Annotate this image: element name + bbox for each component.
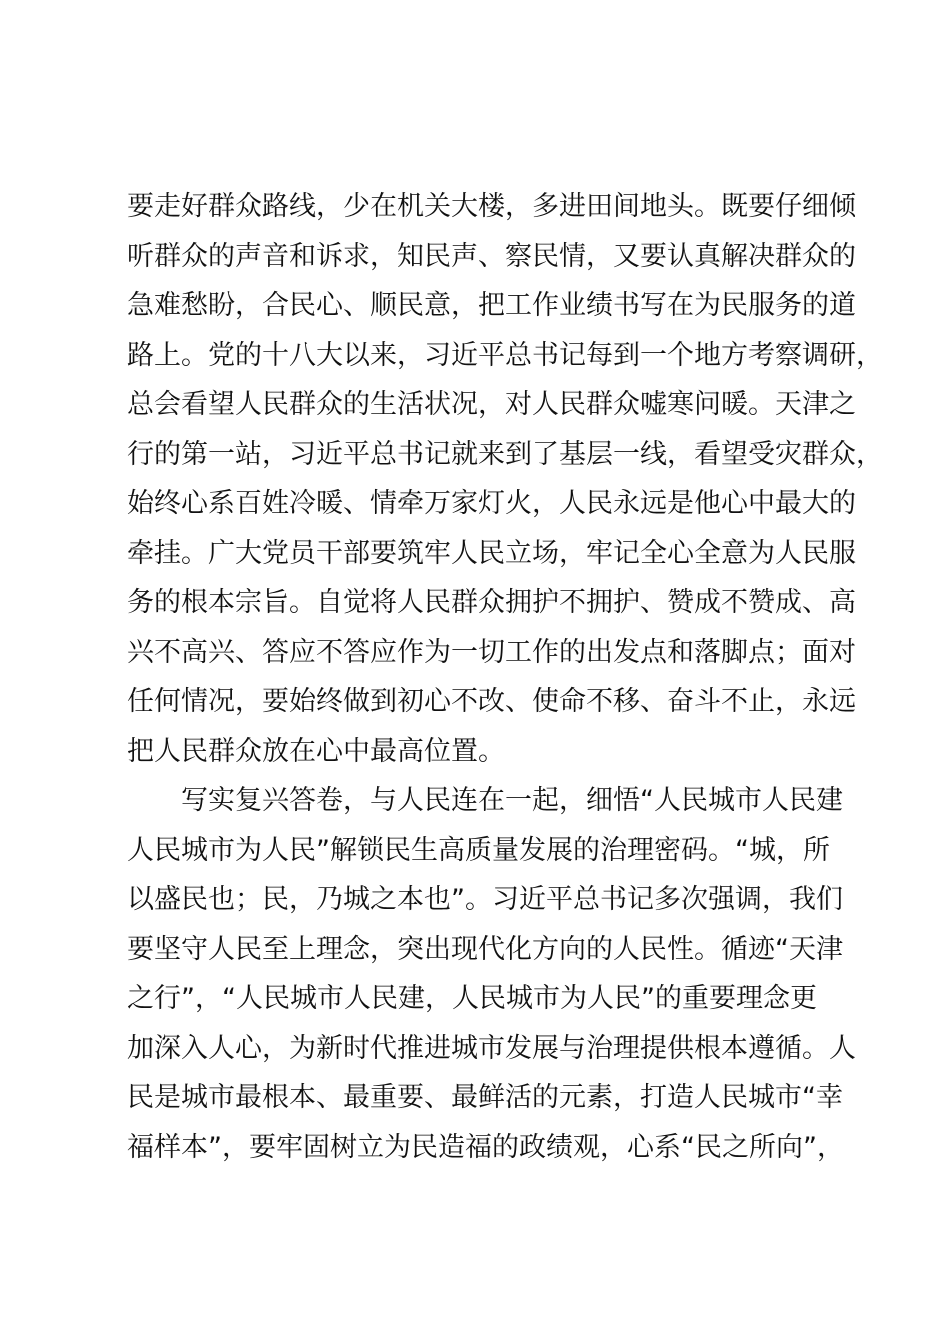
paragraph-1-line-2: 听群众的声音和诉求，知民声、察民情，又要认真解决群众的	[127, 240, 856, 272]
paragraph-2-line-4: 要坚守人民至上理念，突出现代化方向的人民性。循迹“天津	[127, 933, 843, 965]
paragraph-2-line-6: 加深入人心，为新时代推进城市发展与治理提供根本遵循。人	[127, 1032, 856, 1064]
paragraph-1-line-4: 路上。党的十八大以来，习近平总书记每到一个地方考察调研，	[127, 339, 883, 371]
paragraph-1-line-9: 务的根本宗旨。自觉将人民群众拥护不拥护、赞成不赞成、高	[127, 587, 856, 618]
paragraph-2-line-1: 写实复兴答卷，与人民连在一起，细悟“人民城市人民建	[181, 785, 843, 816]
paragraph-2-line-7: 民是城市最根本、最重要、最鲜活的元素，打造人民城市“幸	[127, 1082, 843, 1113]
paragraph-1-line-1: 要走好群众路线，少在机关大楼，多进田间地头。既要仔细倾	[127, 191, 856, 222]
paragraph-1-line-7: 始终心系百姓冷暖、情牵万家灯火，人民永远是他心中最大的	[127, 488, 856, 519]
paragraph-1-line-8: 牵挂。广大党员干部要筑牢人民立场，牢记全心全意为人民服	[127, 537, 856, 569]
paragraph-1-line-6: 行的第一站，习近平总书记就来到了基层一线，看望受灾群众，	[127, 438, 883, 470]
paragraph-1-line-10: 兴不高兴、答应不答应作为一切工作的出发点和落脚点；面对	[127, 636, 856, 668]
paragraph-2-line-8: 福样本”，要牢固树立为民造福的政绩观，心系“民之所向”，	[127, 1131, 844, 1163]
paragraph-2-line-3: 以盛民也；民，乃城之本也”。习近平总书记多次强调，我们	[127, 884, 843, 915]
paragraph-1-line-12: 把人民群众放在心中最高位置。	[127, 735, 505, 767]
paragraph-2-line-5: 之行”，“人民城市人民建，人民城市为人民”的重要理念更	[127, 983, 817, 1014]
body-text	[127, 182, 883, 1172]
paragraph-2-line-2: 人民城市为人民”解锁民生高质量发展的治理密码。“城，所	[127, 834, 830, 866]
paragraph-1-line-5: 总会看望人民群众的生活状况，对人民群众嘘寒问暖。天津之	[127, 389, 856, 420]
paragraph-1-line-11: 任何情况，要始终做到初心不改、使命不移、奋斗不止，永远	[127, 686, 856, 717]
paragraph-1-line-3: 急难愁盼，合民心、顺民意，把工作业绩书写在为民服务的道	[127, 290, 856, 321]
